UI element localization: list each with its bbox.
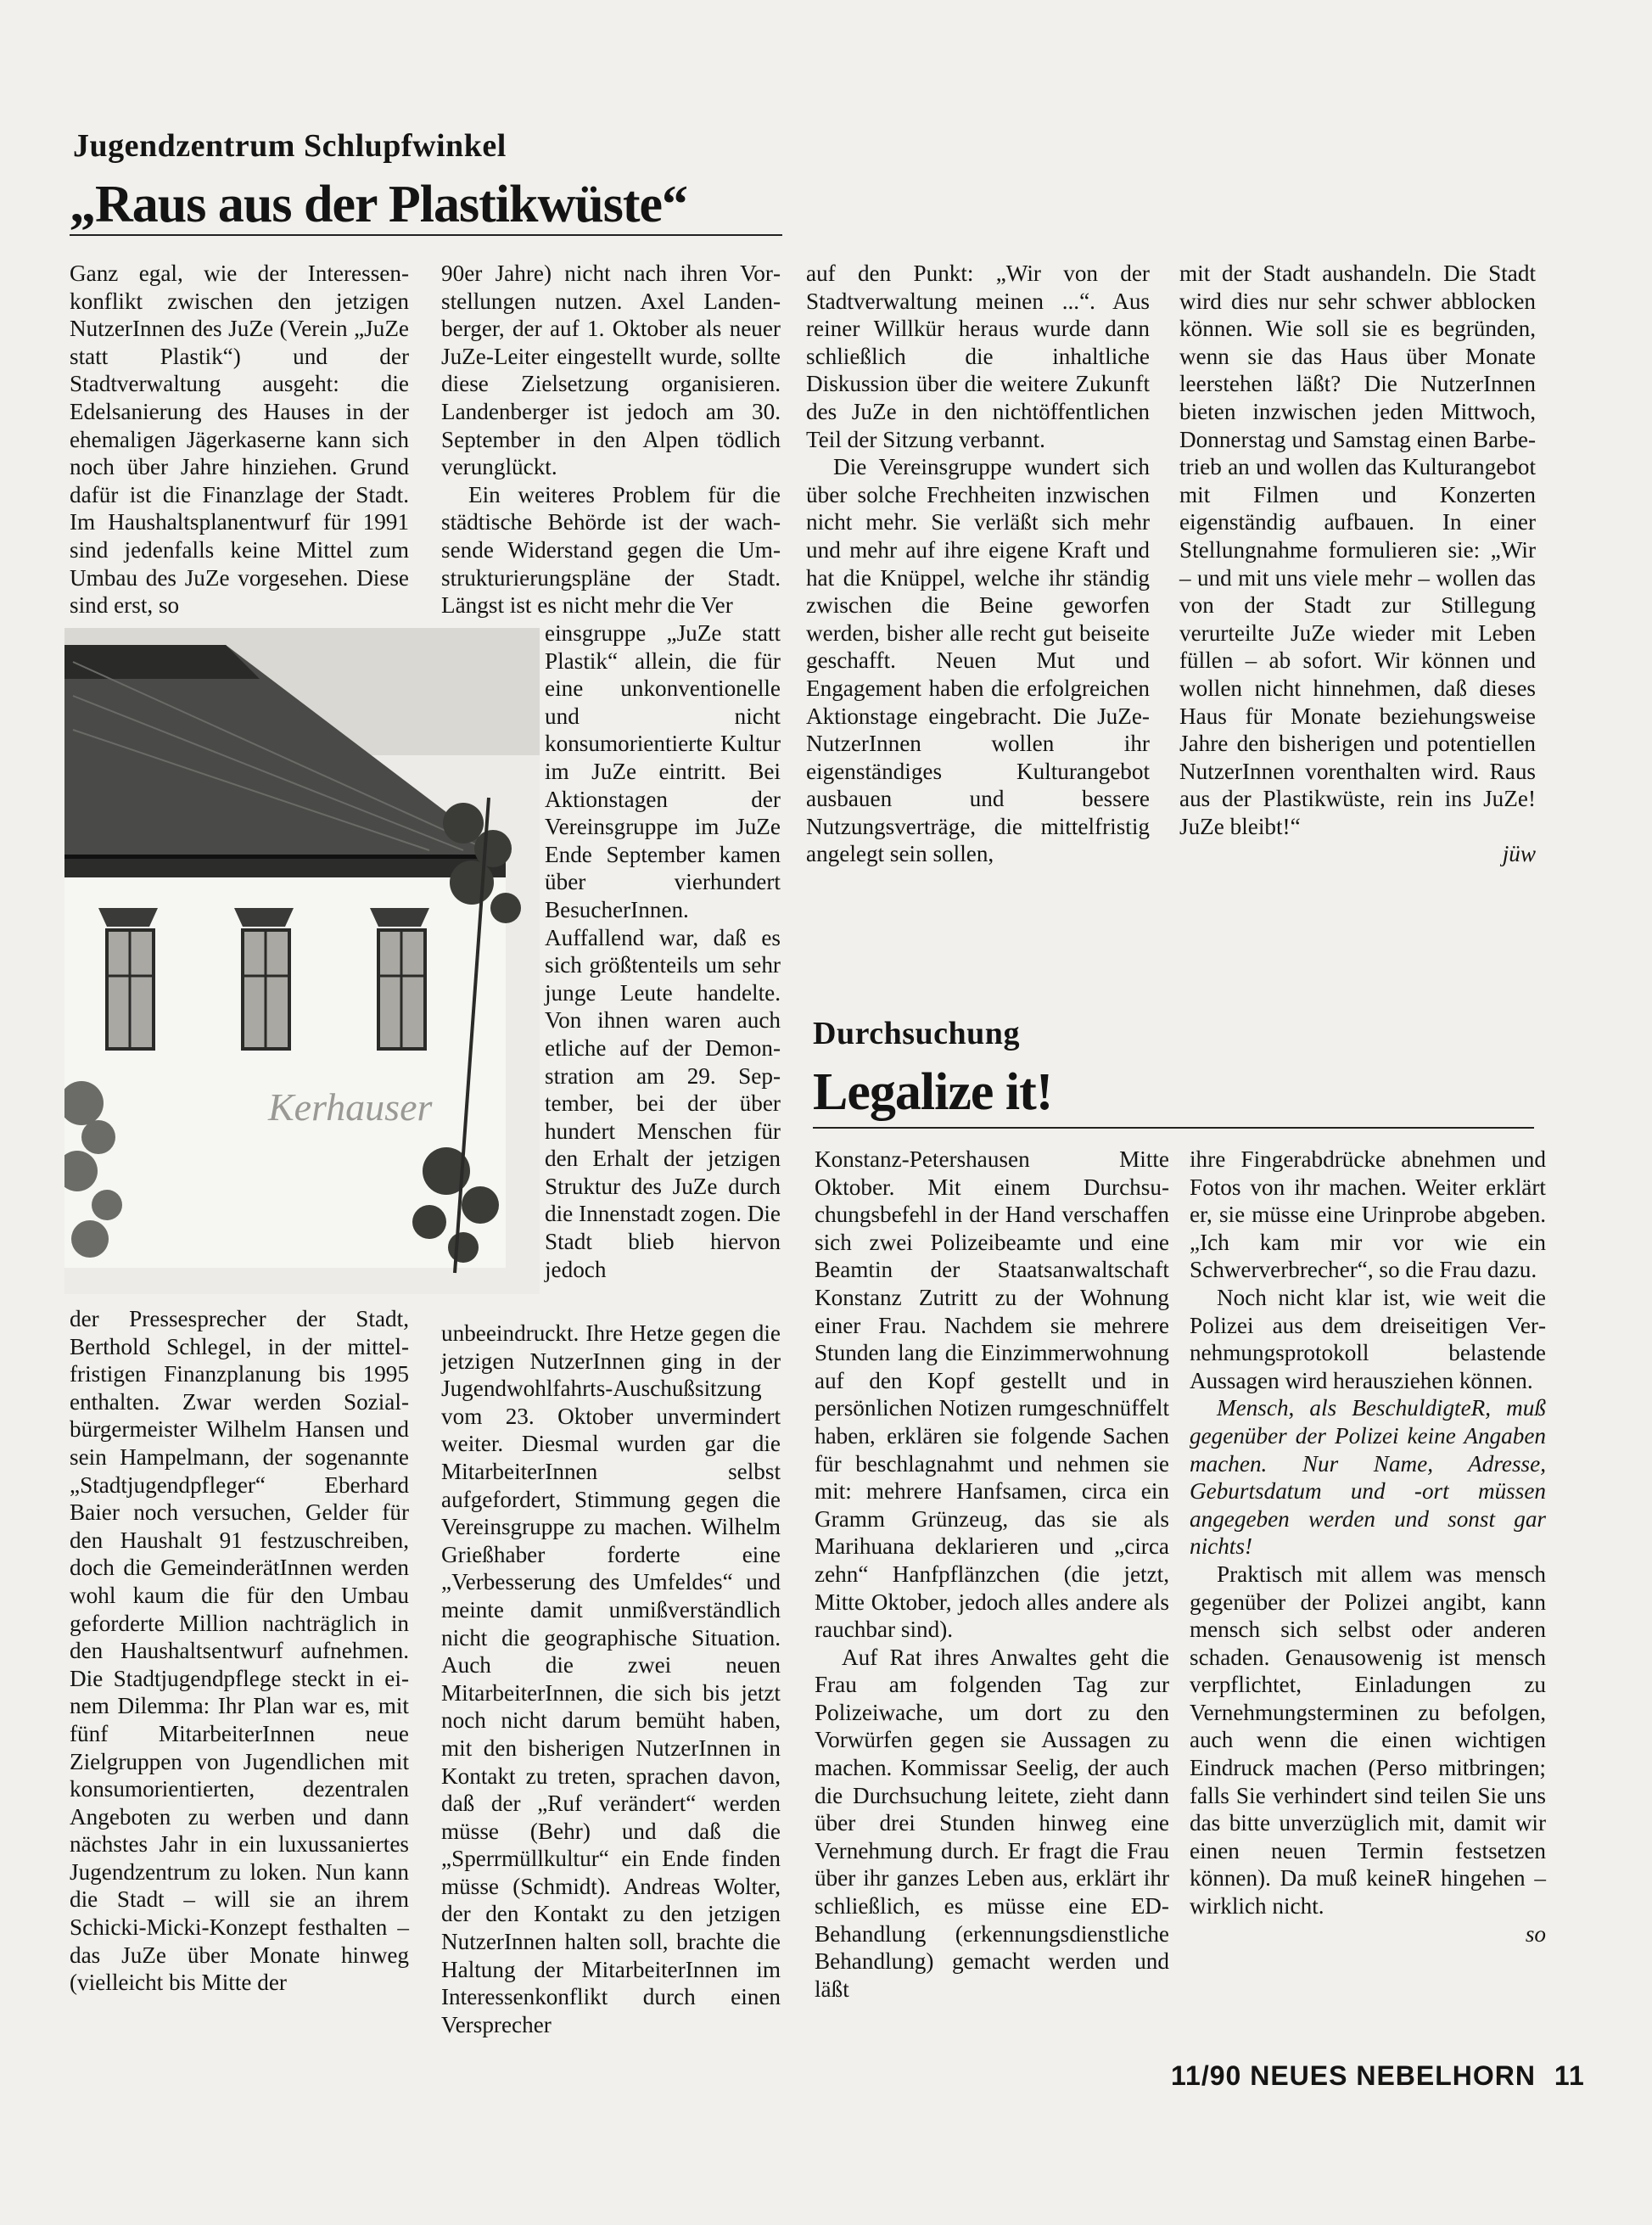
paragraph: der Pressesprecher der Stadt, Berthold Schlegel, in der mittelfristigen Finanzplanung bis 1995 enthalten. Zwar werden Sozialbürgermeister Wilhelm Hansen und sein Hampelmann, der sogenannte „Stadtjugendpfleger“ Eberhard Baier noch versuchen, Gelder für den Haushalt 91 festzuschreiben, doch die GemeinderätInnen werden wohl kaum die für den Umbau geforderte Million nachträglich in den Haushaltsentwurf aufnehmen. Die Stadtjugendpflege steckt in einem Dilemma: Ihr Plan war es, mit fünf MitarbeiterInnen neue Zielgruppen von Jugendlichen mit konsumorientierten, dezentralen Angeboten zu werben und dann nächstes Jahr in ein luxussaniertes Jugendzentrum zu loken. Nun kann die Stadt – will sie an ihrem Schicki-Micki-Konzept festhalten – das JuZe über Monate hinweg (vielleicht bis Mitte der — [70, 1306, 409, 1996]
signature-line — [1179, 840, 1536, 868]
page-footer — [1171, 2060, 1585, 2092]
issue-label: 11/90 NEUES NEBELHORN — [1171, 2060, 1537, 2091]
article1-column-2-bottom — [441, 1320, 781, 2038]
article2-signature: so — [1525, 1920, 1546, 1947]
paragraph: Konstanz-Petershausen Mitte Oktober. Mit einem Durchsuchungsbefehl in der Hand verschaffen sich zwei Polizeibeamte und eine Beamtin der Staatsanwaltschaft Konstanz Zutritt zu der Wohnung einer Frau. Nachdem sie mehrere Stunden lang die Einzimmerwohnung auf den Kopf gestellt und in persönlichen Notizen rumgeschnüffelt haben, erklären sie folgende Sachen für beschlagnahmt und nehmen sie mit: mehrere Hanfsamen, circa ein Gramm Grünzeug, das sie als Marihuana deklarieren und „circa zehn“ Hanfpflänzchen (die jetzt, Mitte Oktober, jedoch alles andere als rauchbar sind). — [815, 1146, 1169, 1643]
article1-column-1-top — [70, 260, 409, 619]
article1-headline: „Raus aus der Plastikwüste“ — [70, 176, 688, 233]
article2-kicker: Durchsuchung — [813, 1016, 1020, 1051]
article1-column-2-narrow — [545, 619, 781, 1283]
article2-column-a — [815, 1146, 1169, 2003]
paragraph: unbeeindruckt. Ihre Hetze gegen die jetzigen NutzerInnen ging in der Jugendwohlfahrts-Auschußsitzung vom 23. Oktober unvermindert weiter. Diesmal wurden gar die MitarbeiterInnen selbst aufgefordert, Stimmung gegen die Vereinsgruppe zu machen. Wilhelm Grießhaber forderte eine „Verbesserung des Umfeldes“ und meinte damit unmißverständlich nicht die geographische Situation. Auch die zwei neuen MitarbeiterInnen, die sich bis jetzt noch nicht darum bemüht haben, mit den bisherigen NutzerInnen in Kontakt zu treten, sprachen davon, daß der „Ruf verändert“ werden müsse (Behr) und daß die „Sperrmüllkultur“ ein Ende finden müsse (Schmidt). Andreas Wolter, der den Kontakt zu den jetzigen NutzerInnen halten soll, brachte die Haltung der MitarbeiterInnen im Interessenkonflikt durch einen Versprecher — [441, 1320, 781, 2037]
paragraph: auf den Punkt: „Wir von der Stadtverwaltung meinen ...“. Aus reiner Willkür heraus wurde dann schließlich die inhaltliche Diskussion über die weitere Zukunft des JuZe in den nichtöffentlichen Teil der Sitzung verbannt. — [806, 261, 1150, 452]
article2-column-2-top — [441, 260, 781, 619]
building-photo — [64, 628, 540, 1294]
paragraph: Mensch, als BeschuldigteR, muß gegenüber der Polizei keine Angaben machen. Nur Name, Adresse, Geburtsdatum und -ort müssen angegeben werden und sonst gar nichts! — [1190, 1395, 1546, 1560]
article2-headline: Legalize it! — [813, 1063, 1053, 1121]
article1-column-4 — [1179, 260, 1536, 868]
page-number: 11 — [1554, 2060, 1585, 2091]
paragraph: Ein weiteres Problem für die städtische Behörde ist der wachsende Widerstand gegen die Umstrukturierungspläne der Stadt. Längst ist es nicht mehr die Ver — [441, 481, 781, 619]
building-photo-image — [64, 628, 540, 1294]
paragraph: Ganz egal, wie der Interessenkonflikt zwischen den jetzigen NutzerInnen des JuZe (Verein „JuZe statt Plastik“) und der Stadtverwaltung ausgeht: die Edelsanierung des Hauses in der ehemaligen Jägerkaserne kann sich noch über Jahre hinziehen. Grund dafür ist die Finanzlage der Stadt. Im Haushaltsplanentwurf für 1991 sind jedenfalls keine Mittel zum Umbau des JuZe vorgesehen. Diese sind erst, so — [70, 261, 409, 619]
paragraph: einsgruppe „JuZe statt Plastik“ allein, die für eine unkonventionelle und nicht konsumorientierte Kultur im JuZe eintritt. Bei Aktionstagen der Vereinsgruppe im JuZe Ende September kamen über vierhundert BesucherInnen. Auffallend war, daß es sich größtenteils um sehr junge Leute handelte. Von ihnen waren auch etliche auf der Demonstration am 29. September, bei der über hundert Menschen für den Erhalt der jetzigen Struktur des JuZe durch die Innenstadt zogen. Die Stadt blieb hiervon jedoch — [545, 620, 781, 1282]
article1-column-1-bottom — [70, 1305, 409, 1997]
article1-kicker: Jugendzentrum Schlupfwinkel — [73, 128, 507, 164]
article2-column-b — [1190, 1146, 1546, 1948]
paragraph: Praktisch mit allem was mensch gegenüber der Polizei angibt, kann mensch sich selbst oder anderen schaden. Genausowenig ist mensch verpflichtet, Einladungen zu Vernehmungsterminen zu befolgen, auch wenn die einen wichtigen Eindruck machen (Perso mitbringen; falls Sie verhindert sind teilen Sie uns das bitte unverzüglich mit, damit wir einen neuen Termin festsetzen können). Da muß keineR hingehen – wirklich nicht. — [1190, 1561, 1546, 1920]
article1-rule — [70, 234, 782, 236]
paragraph: Auf Rat ihres Anwaltes geht die Frau am folgenden Tag zur Polizeiwache, um dort zu den Vorwürfen gegen sie Aussagen zu machen. Kommissar Seelig, der auch die Durchsuchung leitete, zieht dann über drei Stunden hinweg eine Vernehmung durch. Er fragt die Frau über ihr ganzes Leben aus, erklärt ihr schließlich, es müsse eine ED-Behandlung (erkennungsdienstliche Behandlung) gemacht werden und läßt — [815, 1644, 1169, 2002]
article1-column-3 — [806, 260, 1150, 868]
paragraph: ihre Fingerabdrücke abnehmen und Fotos von ihr machen. Weiter erklärt er, sie müsse eine Urinprobe abgeben. „Ich kam mir vor wie ein Schwerverbrecher“, so die Frau dazu. — [1190, 1146, 1546, 1283]
paragraph: Noch nicht klar ist, wie weit die Polizei aus dem dreiseitigen Vernehmungsprotokoll belastende Aussagen wird herausziehen können. — [1190, 1284, 1546, 1393]
wall-lettering: Kerhauser — [268, 1085, 433, 1129]
article2-rule — [813, 1127, 1534, 1129]
paragraph: mit der Stadt aushandeln. Die Stadt wird dies nur sehr schwer abblocken können. Wie soll sie es begründen, wenn sie das Haus über Monate leerstehen läßt? Die NutzerInnen bieten inzwischen jeden Mittwoch, Donnerstag und Samstag einen Barbetrieb an und wollen das Kulturangebot mit Filmen und Konzerten eigenständig aufbauen. In einer Stellungnahme formulieren sie: „Wir – und mit uns viele mehr – wollen das von der Stadt zur Stillegung verurteilte JuZe wieder mit Leben füllen – ab sofort. Wir können und wollen nicht hinnehmen, daß dieses Haus für Monate beziehungsweise Jahre den bisherigen und potentiellen NutzerInnen vorenthalten wird. Raus aus der Plastikwüste, rein ins JuZe! JuZe bleibt!“ — [1179, 261, 1536, 839]
article1-signature: jüw — [1502, 841, 1536, 867]
paragraph: Die Vereinsgruppe wundert sich über solche Frechheiten inzwischen nicht mehr. Sie verläßt sich mehr und mehr auf ihre eigene Kraft und hat die Knüppel, welche ihr ständig zwischen die Beine geworfen werden, bisher alle recht gut beiseite geschafft. Neuen Mut und Engagement haben die erfolgreichen Aktionstage eingebracht. Die JuZe-NutzerInnen wollen ihr eigenständiges Kulturangebot ausbauen und bessere Nutzungsverträge, die mittelfristig angelegt sein sollen, — [806, 454, 1150, 867]
signature-line — [1190, 1920, 1546, 1948]
paragraph: 90er Jahre) nicht nach ihren Vorstellungen nutzen. Axel Landenberger, der auf 1. Oktober als neuer JuZe-Leiter eingestellt wurde, sollte diese Zielsetzung organisieren. Landenberger ist jedoch am 30. September in den Alpen tödlich verunglückt. — [441, 261, 781, 480]
